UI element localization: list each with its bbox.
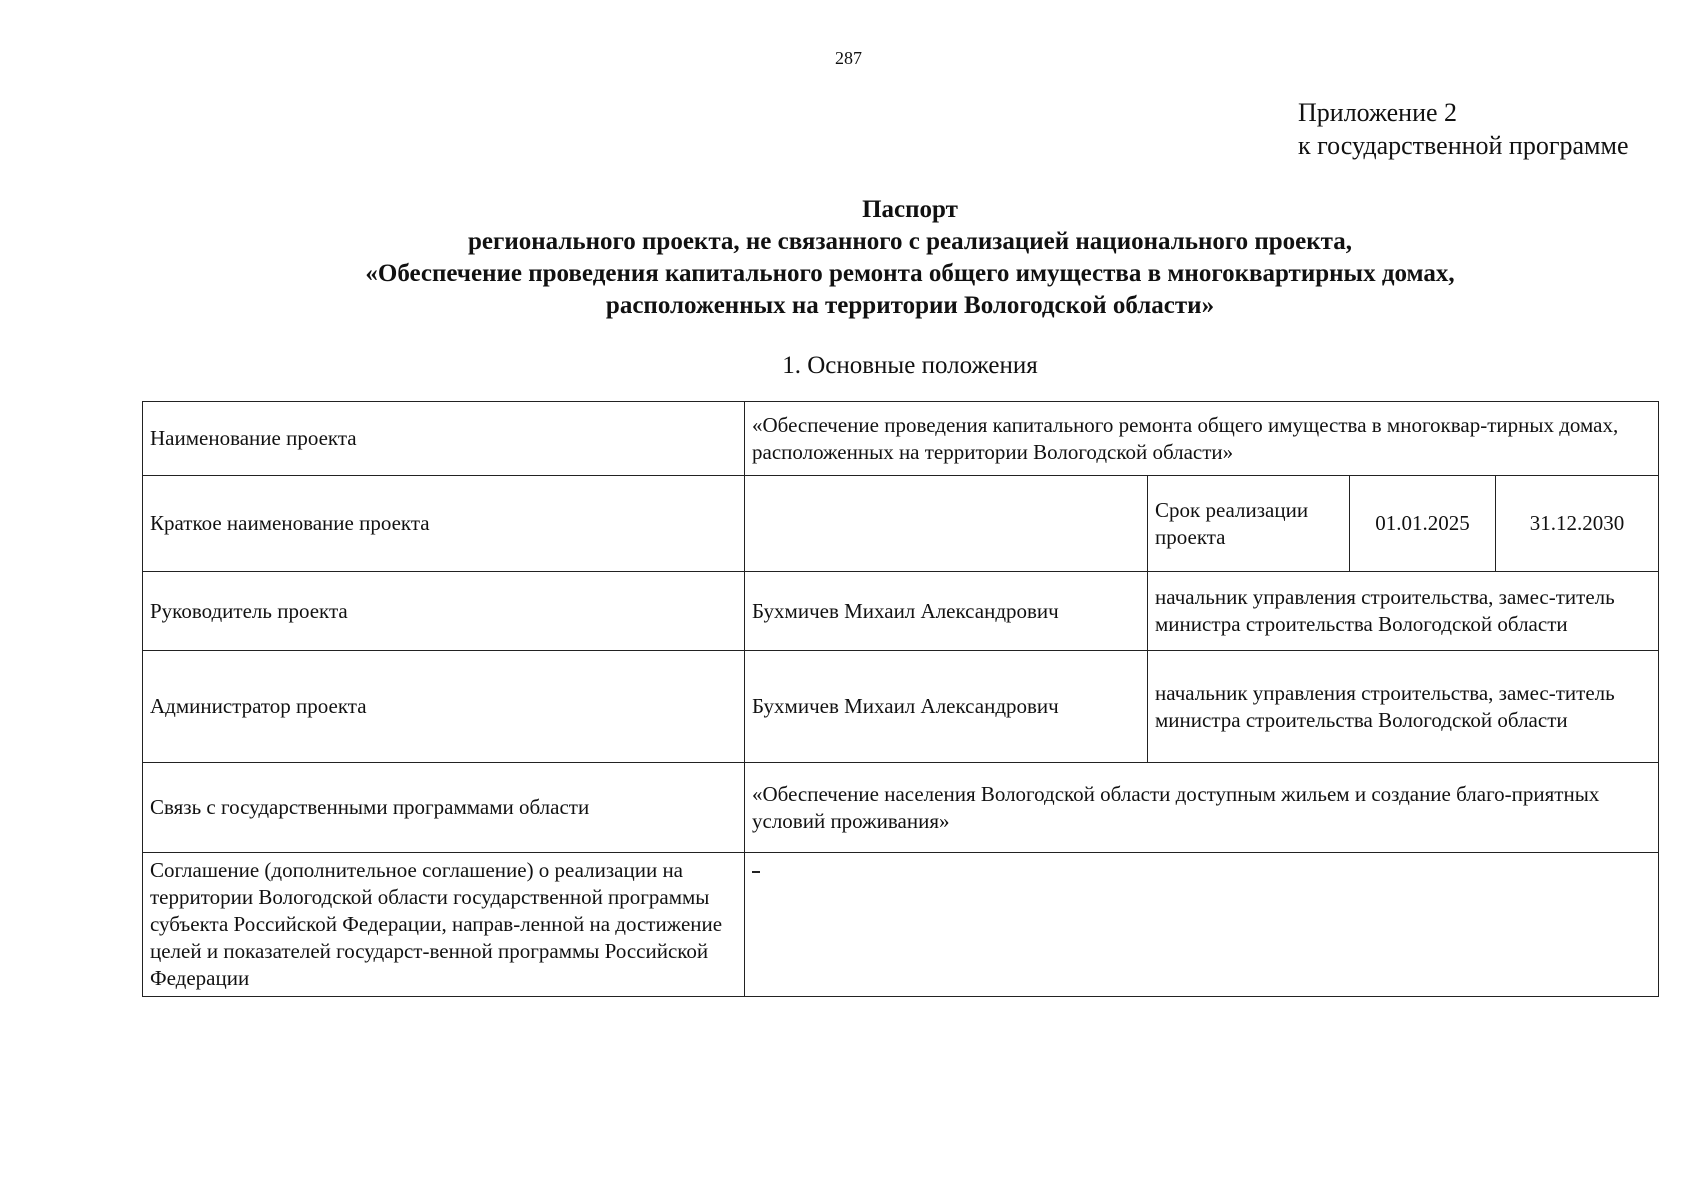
project-name-value: «Обеспечение проведения капитального ремонта общего имущества в многоквар-тирных домах, расположенных на территории Вологодской области» — [745, 402, 1659, 476]
head-position: начальник управления строительства, замес-титель министра строительства Вологодской области — [1148, 572, 1659, 651]
page-number: 287 — [835, 48, 862, 68]
table-row — [143, 763, 1659, 853]
section-heading: 1. Основные положения — [782, 352, 1038, 379]
appendix-line-1: Приложение 2 — [1298, 98, 1458, 127]
short-name-label: Краткое наименование проекта — [143, 476, 745, 572]
title-line-4: расположенных на территории Вологодской области» — [605, 292, 1215, 319]
period-label: Срок реализации проекта — [1148, 476, 1350, 572]
administrator-position: начальник управления строительства, замес-титель министра строительства Вологодской области — [1148, 651, 1659, 763]
start-date: 01.01.2025 — [1350, 476, 1496, 572]
agreement-value — [745, 853, 1659, 997]
short-name-value — [745, 476, 1148, 572]
title-line-1: Паспорт — [862, 196, 958, 223]
appendix-note — [1298, 96, 1629, 162]
agreement-label: Соглашение (дополнительное соглашение) о реализации на территории Вологодской области государственной программы субъекта Российской Федерации, направ-ленной на достижение целей и показателей государст-венной программы Российской Федерации — [143, 853, 745, 997]
title-line-2: регионального проекта, не связанного с реализацией национального проекта, — [468, 228, 1352, 255]
head-label: Руководитель проекта — [143, 572, 745, 651]
table-row — [143, 651, 1659, 763]
administrator-name: Бухмичев Михаил Александрович — [745, 651, 1148, 763]
table-row — [143, 572, 1659, 651]
administrator-label: Администратор проекта — [143, 651, 745, 763]
table-row — [143, 853, 1659, 997]
appendix-line-2: к государственной программе — [1298, 131, 1629, 160]
passport-table — [142, 401, 1659, 997]
project-name-label: Наименование проекта — [143, 402, 745, 476]
program-link-value: «Обеспечение населения Вологодской области доступным жильем и создание благо-приятных условий проживания» — [745, 763, 1659, 853]
title-line-3: «Обеспечение проведения капитального ремонта общего имущества в многоквартирных домах, — [365, 260, 1455, 287]
program-link-label: Связь с государственными программами области — [143, 763, 745, 853]
table-row — [143, 476, 1659, 572]
table-row — [143, 402, 1659, 476]
document-title — [0, 194, 1697, 322]
head-name: Бухмичев Михаил Александрович — [745, 572, 1148, 651]
empty-dash — [752, 871, 760, 873]
end-date: 31.12.2030 — [1496, 476, 1659, 572]
